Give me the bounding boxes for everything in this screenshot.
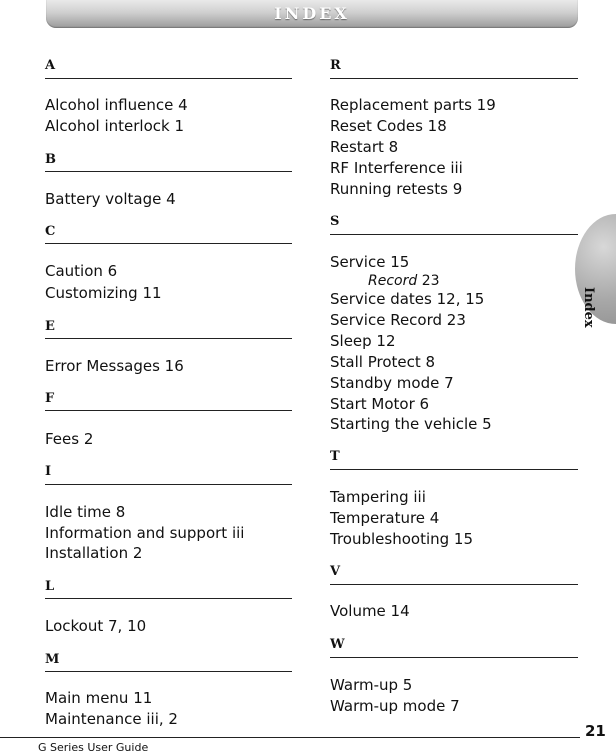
section-letter-w: W <box>330 637 345 652</box>
index-entry: Volume 14 <box>330 602 410 620</box>
header-bar <box>46 0 578 28</box>
section-letter-m: M <box>45 652 60 667</box>
index-entry: Stall Protect 8 <box>330 353 436 371</box>
section-rule <box>330 234 578 235</box>
index-entry: Service Record 23 <box>330 311 466 329</box>
index-entry: Idle time 8 <box>45 503 126 521</box>
index-entry: Standby mode 7 <box>330 374 454 392</box>
index-entry: Information and support iii <box>45 524 245 542</box>
index-entry: Restart 8 <box>330 138 399 156</box>
index-entry: Installation 2 <box>45 544 143 562</box>
section-letter-r: R <box>330 58 341 73</box>
index-entry: Lockout 7, 10 <box>45 617 147 635</box>
section-rule <box>45 598 292 599</box>
index-entry: Sleep 12 <box>330 332 396 350</box>
index-entry: Caution 6 <box>45 262 118 280</box>
index-entry: Starting the vehicle 5 <box>330 415 492 433</box>
index-entry: Running retests 9 <box>330 180 463 198</box>
section-letter-f: F <box>45 391 55 406</box>
section-rule <box>45 671 292 672</box>
index-entry: Alcohol influence 4 <box>45 96 188 114</box>
index-entry: Warm-up 5 <box>330 676 413 694</box>
footer-guide-name: G Series User Guide <box>38 741 149 754</box>
index-entry: Service dates 12, 15 <box>330 290 485 308</box>
index-entry: Tampering iii <box>330 488 426 506</box>
index-entry: Maintenance iii, 2 <box>45 710 178 728</box>
section-letter-l: L <box>45 579 55 594</box>
index-entry: Warm-up mode 7 <box>330 697 460 715</box>
page-title: INDEX <box>274 4 350 23</box>
index-entry: Alcohol interlock 1 <box>45 117 185 135</box>
section-rule <box>330 657 578 658</box>
section-rule <box>45 484 292 485</box>
section-rule <box>45 243 292 244</box>
index-entry: Fees 2 <box>45 430 94 448</box>
section-rule <box>330 584 578 585</box>
index-entry: Customizing 11 <box>45 284 162 302</box>
sub-entry-term: Record <box>368 273 418 289</box>
section-rule <box>45 171 292 172</box>
index-entry: Main menu 11 <box>45 689 153 707</box>
section-rule <box>45 338 292 339</box>
index-entry: Service 15 <box>330 253 410 271</box>
index-sub-entry <box>368 272 440 290</box>
sub-entry-page: 23 <box>421 273 440 289</box>
section-rule <box>45 78 292 79</box>
section-rule <box>330 469 578 470</box>
index-entry: Replacement parts 19 <box>330 96 496 114</box>
section-letter-t: T <box>330 449 340 464</box>
section-letter-c: C <box>45 224 56 239</box>
section-letter-a: A <box>45 58 56 73</box>
index-entry: Battery voltage 4 <box>45 190 176 208</box>
index-entry: Troubleshooting 15 <box>330 530 474 548</box>
section-rule <box>45 410 292 411</box>
page-number: 21 <box>585 722 606 740</box>
section-letter-v: V <box>330 564 341 579</box>
section-letter-b: B <box>45 152 56 167</box>
section-letter-s: S <box>330 214 340 229</box>
index-entry: Start Motor 6 <box>330 395 430 413</box>
section-letter-e: E <box>45 319 55 334</box>
index-entry: Error Messages 16 <box>45 357 184 375</box>
index-entry: Reset Codes 18 <box>330 117 447 135</box>
index-entry: RF Interference iii <box>330 159 463 177</box>
footer-rule <box>0 737 580 738</box>
section-letter-i: I <box>45 464 52 479</box>
section-tab-label: Index <box>581 287 596 328</box>
index-entry: Temperature 4 <box>330 509 440 527</box>
section-rule <box>330 78 578 79</box>
